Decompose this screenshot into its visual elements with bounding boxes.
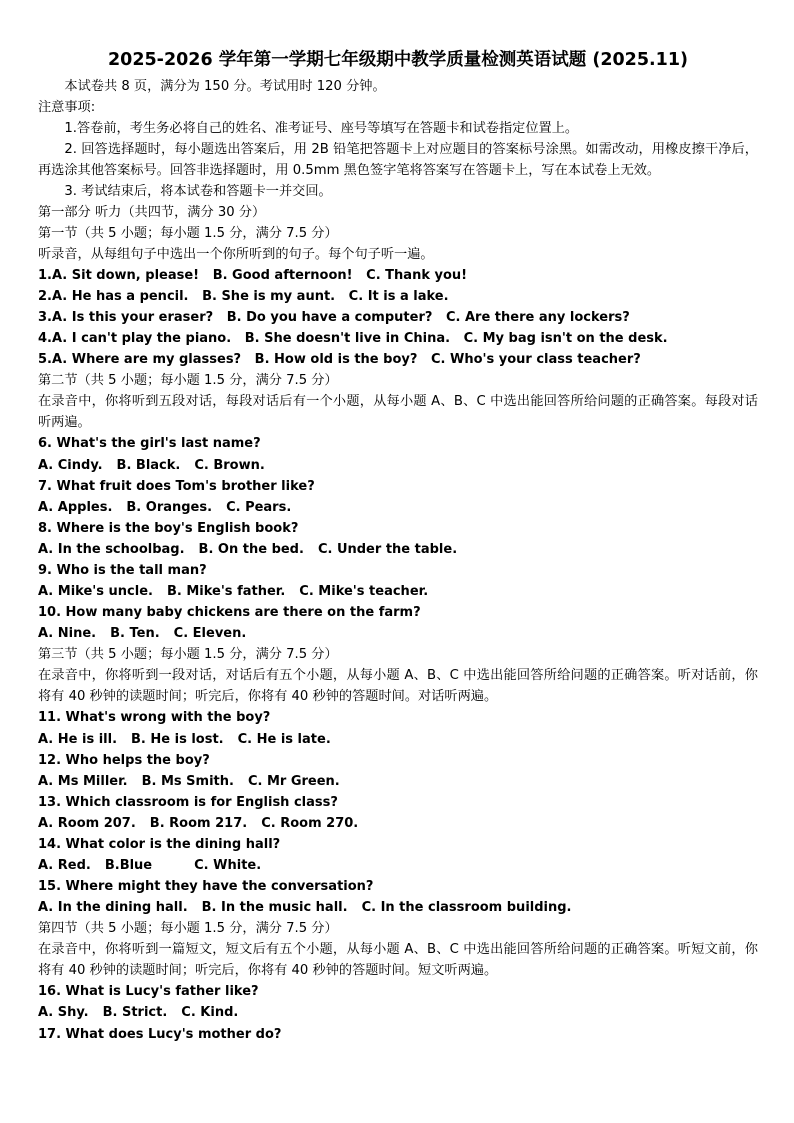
question-stem: 15. Where might they have the conversation?	[38, 879, 374, 895]
notice-heading: 注意事项:	[38, 100, 96, 115]
question-stem: 6. What's the girl's last name?	[38, 436, 261, 452]
question-options	[38, 581, 758, 602]
option-b: B. Mike's father.	[166, 584, 286, 600]
option-c: C. Eleven.	[173, 626, 247, 642]
option-c: C. Mr Green.	[247, 773, 340, 789]
option-c: C. Pears.	[226, 499, 292, 515]
question-stem: 14. What color is the dining hall?	[38, 836, 281, 852]
option-b: B. Room 217.	[149, 815, 248, 831]
question-stem: 9. Who is the tall man?	[38, 563, 207, 579]
section3-questions	[38, 707, 758, 918]
option-b: B. Strict.	[102, 1005, 168, 1021]
section4-questions	[38, 981, 758, 1044]
option-c: C. White.	[194, 858, 262, 874]
question-stem: 11. What's wrong with the boy?	[38, 710, 271, 726]
option-b: B. Ms Smith.	[141, 773, 234, 789]
exam-title: 2025-2026 学年第一学期七年级期中教学质量检测英语试题 (2025.11)	[107, 50, 689, 70]
option-c: C. Mike's teacher.	[299, 584, 429, 600]
option-a: A. Red.	[38, 858, 91, 874]
notice-3: 3. 考试结束后，将本试卷和答题卡一并交回。	[64, 184, 332, 199]
section1-instruction: 听录音，从每组句子中选出一个你所听到的句子。每个句子听一遍。	[38, 247, 434, 262]
part1-heading: 第一部分 听力（共四节，满分 30 分）	[38, 205, 266, 220]
option-a: A. In the dining hall.	[38, 900, 188, 916]
question-3: 3.A. Is this your eraser? B. Do you have a computer? C. Are there any lockers?	[38, 310, 630, 326]
option-b: B. He is lost.	[131, 731, 224, 747]
option-c: C. Under the table.	[317, 541, 458, 557]
question-stem: 10. How many baby chickens are there on the farm?	[38, 605, 421, 621]
question-options	[38, 455, 758, 476]
notice-2: 2. 回答选择题时，每小题选出答案后，用 2B 铅笔把答题卡上对应题目的答案标号涂黑。如需改动，用橡皮擦干净后，再选涂其他答案标号。回答非选择题时，用 0.5mm 黑色签字笔将答案写在答题卡上，写在本试卷上无效。	[38, 142, 758, 178]
question-stem: 16. What is Lucy's father like?	[38, 984, 259, 1000]
question-options	[38, 771, 758, 792]
option-a: A. Mike's uncle.	[38, 584, 153, 600]
question-5: 5.A. Where are my glasses? B. How old is the boy? C. Who's your class teacher?	[38, 352, 641, 368]
question-stem: 8. Where is the boy's English book?	[38, 520, 299, 536]
notice-1: 1.答卷前，考生务必将自己的姓名、准考证号、座号等填写在答题卡和试卷指定位置上。	[64, 121, 579, 136]
question-2: 2.A. He has a pencil. B. She is my aunt. C. It is a lake.	[38, 289, 449, 305]
option-a: A. He is ill.	[38, 731, 118, 747]
option-b: B. Oranges.	[126, 499, 213, 515]
section3-heading: 第三节（共 5 小题；每小题 1.5 分，满分 7.5 分）	[38, 647, 338, 663]
section1-heading: 第一节（共 5 小题；每小题 1.5 分，满分 7.5 分）	[38, 226, 338, 241]
section4-instruction: 在录音中，你将听到一篇短文，短文后有五个小题，从每小题 A、B、C 中选出能回答所给问题的正确答案。听短文前，你将有 40 秒钟的读题时间；听完后，你将有 40 秒钟的答题时间。短文听两遍。	[38, 942, 758, 979]
section3-instruction: 在录音中，你将听到一段对话，对话后有五个小题，从每小题 A、B、C 中选出能回答所给问题的正确答案。听对话前，你将有 40 秒钟的读题时间；听完后，你将有 40 秒钟的答题时间。对话听两遍。	[38, 668, 758, 705]
question-options	[38, 897, 758, 918]
question-1: 1.A. Sit down, please! B. Good afternoon! C. Thank you!	[38, 268, 468, 283]
question-options	[38, 1002, 758, 1023]
option-a: A. Ms Miller.	[38, 773, 128, 789]
question-options	[38, 855, 758, 876]
option-a: A. Shy.	[38, 1005, 89, 1021]
section2-questions	[38, 433, 758, 644]
exam-intro: 本试卷共 8 页，满分为 150 分。考试用时 120 分钟。	[64, 79, 386, 94]
option-c: C. Brown.	[194, 457, 265, 473]
option-a: A. Room 207.	[38, 815, 136, 831]
option-b: B. On the bed.	[198, 541, 304, 557]
question-options	[38, 497, 758, 518]
option-a: A. Cindy.	[38, 457, 103, 473]
option-a: A. In the schoolbag.	[38, 541, 185, 557]
option-b: B. Black.	[116, 457, 181, 473]
question-stem: 13. Which classroom is for English class?	[38, 794, 338, 810]
option-b: B.Blue	[104, 858, 153, 874]
question-options	[38, 813, 758, 834]
exam-page	[38, 48, 758, 1045]
section4-heading: 第四节（共 5 小题；每小题 1.5 分，满分 7.5 分）	[38, 921, 338, 937]
question-stem: 17. What does Lucy's mother do?	[38, 1026, 282, 1042]
question-options	[38, 729, 758, 750]
option-b: B. In the music hall.	[201, 900, 348, 916]
question-stem: 7. What fruit does Tom's brother like?	[38, 478, 315, 494]
question-stem: 12. Who helps the boy?	[38, 752, 210, 768]
question-options	[38, 623, 758, 644]
question-4: 4.A. I can't play the piano. B. She doesn't live in China. C. My bag isn't on the desk.	[38, 331, 668, 347]
option-a: A. Apples.	[38, 499, 113, 515]
option-c: C. Room 270.	[261, 815, 359, 831]
option-a: A. Nine.	[38, 626, 97, 642]
section2-instruction: 在录音中，你将听到五段对话，每段对话后有一个小题，从每小题 A、B、C 中选出能回答所给问题的正确答案。每段对话听两遍。	[38, 394, 758, 431]
option-c: C. Kind.	[181, 1005, 239, 1021]
question-options	[38, 539, 758, 560]
section2-heading: 第二节（共 5 小题；每小题 1.5 分，满分 7.5 分）	[38, 373, 338, 389]
option-b: B. Ten.	[110, 626, 160, 642]
option-c: C. He is late.	[237, 731, 331, 747]
option-c: C. In the classroom building.	[361, 900, 572, 916]
